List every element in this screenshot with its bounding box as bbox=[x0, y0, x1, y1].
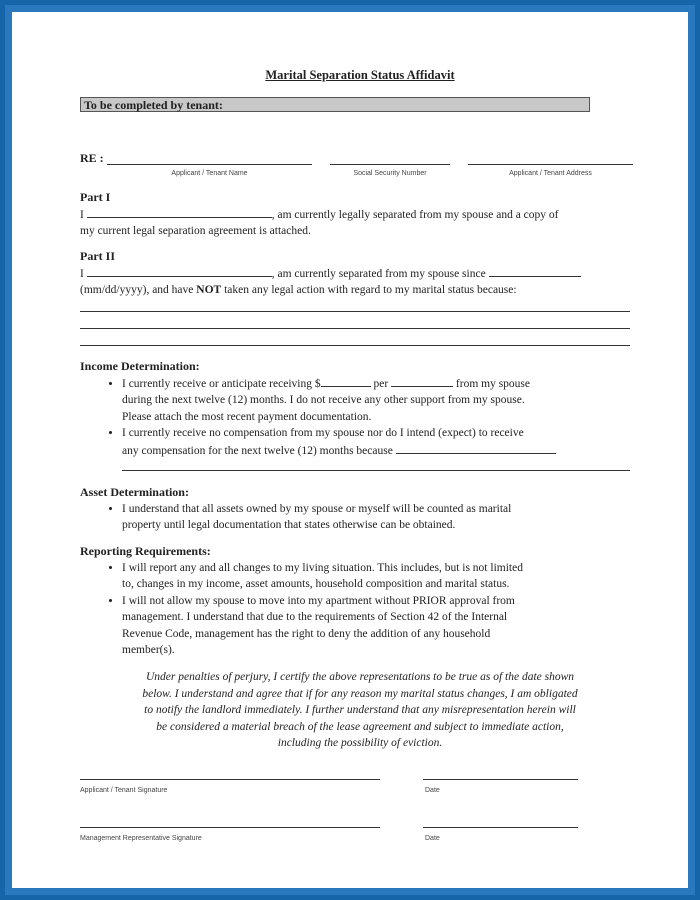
document-title: Marital Separation Status Affidavit bbox=[265, 68, 455, 82]
management-date-caption: Date bbox=[425, 835, 440, 842]
income-bullet-1-text-c: from my spouse bbox=[455, 377, 531, 390]
part-2-heading: Part II bbox=[80, 249, 115, 263]
income-bullet-1-text-b: per bbox=[373, 377, 389, 390]
ssn-field[interactable] bbox=[330, 164, 450, 165]
reason-line-3[interactable] bbox=[80, 345, 630, 346]
income-period-field[interactable] bbox=[391, 375, 453, 387]
applicant-name-caption: Applicant / Tenant Name bbox=[171, 170, 248, 177]
income-bullet-1 bbox=[122, 375, 640, 426]
applicant-date-caption: Date bbox=[425, 787, 440, 794]
part-1-name-field[interactable] bbox=[87, 206, 272, 218]
asset-section bbox=[80, 484, 640, 534]
income-bullet-1-text-d: during the next twelve (12) months. I do not receive any other support from my spouse. bbox=[122, 394, 525, 406]
re-row bbox=[80, 150, 640, 180]
applicant-address-caption: Applicant / Tenant Address bbox=[509, 170, 592, 177]
statement-line-1: Under penalties of perjury, I certify the above representations to be true as of the date shown bbox=[145, 671, 575, 683]
income-heading: Income Determination: bbox=[80, 359, 200, 373]
certification-statement bbox=[80, 669, 640, 752]
reporting-bullet-2 bbox=[122, 593, 640, 659]
part-2-text-start: I bbox=[80, 267, 84, 280]
document-frame bbox=[5, 5, 695, 895]
statement-line-5: including the possibility of eviction. bbox=[277, 737, 443, 749]
ssn-caption: Social Security Number bbox=[353, 170, 427, 177]
management-date-field[interactable] bbox=[423, 827, 578, 828]
applicant-signature-field[interactable] bbox=[80, 779, 380, 780]
reporting-section bbox=[80, 543, 640, 659]
income-amount-field[interactable] bbox=[321, 375, 371, 387]
reason-line-2[interactable] bbox=[80, 328, 630, 329]
reporting-bullet-2-text-d: member(s). bbox=[122, 644, 175, 656]
reporting-bullet-2-text-b: management. I understand that due to the requirements of Section 42 of the Internal bbox=[122, 611, 508, 623]
separation-date-field[interactable] bbox=[489, 265, 581, 277]
applicant-address-field[interactable] bbox=[468, 164, 633, 165]
no-compensation-reason-field[interactable] bbox=[396, 442, 556, 454]
reporting-bullet-2-text-a: I will not allow my spouse to move into my apartment without PRIOR approval from bbox=[122, 594, 515, 607]
applicant-signature-caption: Applicant / Tenant Signature bbox=[80, 787, 168, 794]
no-compensation-reason-line-2[interactable] bbox=[122, 470, 630, 471]
document-page bbox=[12, 12, 688, 888]
income-bullet-2 bbox=[122, 425, 640, 459]
part-1 bbox=[80, 189, 640, 240]
part-2-name-field[interactable] bbox=[87, 265, 272, 277]
part-1-text-line2: my current legal separation agreement is attached. bbox=[80, 225, 311, 237]
income-bullet-1-text-e: Please attach the most recent payment documentation. bbox=[122, 410, 372, 423]
income-bullet-1-text-a: I currently receive or anticipate receiving $ bbox=[122, 377, 321, 390]
reporting-bullet-1 bbox=[122, 560, 640, 593]
asset-bullet-1-text-a: I understand that all assets owned by my spouse or myself will be counted as marital bbox=[122, 502, 512, 515]
part-1-heading: Part I bbox=[80, 190, 111, 204]
statement-line-4: be considered a material breach of the lease agreement and subject to immediate action, bbox=[156, 720, 564, 733]
applicant-date-field[interactable] bbox=[423, 779, 578, 780]
applicant-name-field[interactable] bbox=[107, 164, 312, 165]
part-2-not: NOT bbox=[196, 284, 222, 296]
section-bar: To be completed by tenant: bbox=[80, 97, 590, 112]
part-2 bbox=[80, 248, 640, 299]
reporting-bullet-1-text-b: to, changes in my income, asset amounts, household composition and marital status. bbox=[122, 578, 510, 590]
income-bullet-2-text-a: I currently receive no compensation from my spouse nor do I intend (expect) to receive bbox=[122, 427, 524, 439]
statement-line-2: below. I understand and agree that if for any reason my marital status changes, I am obligated bbox=[142, 687, 578, 700]
asset-bullet-1 bbox=[122, 501, 640, 534]
part-2-text-mid: , am currently separated from my spouse since bbox=[271, 267, 486, 280]
statement-line-3: to notify the landlord immediately. I further understand that any misrepresentation herein will bbox=[144, 704, 576, 716]
income-bullet-2-text-b: any compensation for the next twelve (12) months because bbox=[122, 444, 393, 457]
asset-bullet-1-text-b: property until legal documentation that states otherwise can be obtained. bbox=[122, 519, 456, 531]
re-label: RE : bbox=[80, 151, 104, 165]
part-2-text-line2-end: taken any legal action with regard to my marital status because: bbox=[224, 284, 517, 296]
reason-line-1[interactable] bbox=[80, 311, 630, 312]
management-signature-caption: Management Representative Signature bbox=[80, 835, 202, 842]
reporting-bullet-2-text-c: Revenue Code, management has the right to deny the addition of any household bbox=[122, 627, 491, 640]
reporting-bullet-1-text-a: I will report any and all changes to my living situation. This includes, but is not limited bbox=[122, 561, 523, 574]
part-1-text-end: , am currently legally separated from my spouse and a copy of bbox=[271, 208, 559, 221]
reporting-heading: Reporting Requirements: bbox=[80, 544, 211, 558]
income-section bbox=[80, 358, 640, 459]
asset-heading: Asset Determination: bbox=[80, 485, 189, 499]
management-signature-field[interactable] bbox=[80, 827, 380, 828]
part-2-text-line2-start: (mm/dd/yyyy), and have bbox=[80, 284, 194, 296]
part-1-text-start: I bbox=[80, 208, 84, 221]
